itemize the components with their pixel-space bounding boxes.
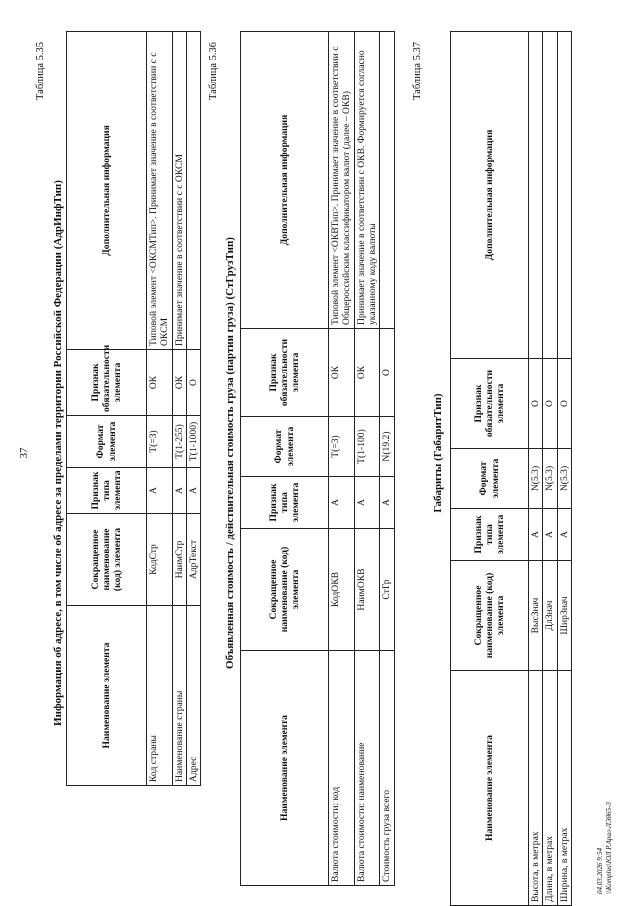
- col-header-name: Наименование элемента: [67, 606, 147, 786]
- col-header-name: Наименование элемента: [241, 651, 329, 886]
- col-header-format: Формат элемента: [451, 449, 529, 509]
- cell-req: ОК: [354, 329, 380, 417]
- cell-short: ШирЗнач: [557, 561, 571, 671]
- cell-name: Валюта стоимости: наименование: [354, 651, 380, 886]
- cell-name: Наименование страны: [172, 606, 186, 786]
- cell-type: А: [354, 477, 380, 529]
- cell-short: СтГр: [380, 529, 394, 651]
- cell-type: А: [147, 468, 173, 514]
- cell-short: АдрТекст: [186, 514, 200, 606]
- cell-short: НаимОКВ: [354, 529, 380, 651]
- stamp-date: 04.03.2026 9:54: [596, 847, 604, 894]
- col-header-req: Признак обязательности элемента: [451, 359, 529, 449]
- cell-req: ОК: [329, 329, 355, 417]
- table-label: Таблица 5.36: [208, 41, 219, 100]
- cell-req: О: [543, 359, 557, 449]
- col-header-type: Признак типа элемента: [451, 509, 529, 561]
- col-header-info: Дополнительная информация: [67, 32, 147, 350]
- cell-type: А: [380, 477, 394, 529]
- table-label: Таблица 5.37: [412, 41, 423, 100]
- table-label: Таблица 5.35: [35, 41, 46, 100]
- cell-name: Код страны: [147, 606, 173, 786]
- cell-format: Т(1-100): [354, 417, 380, 477]
- cell-name: Высота, в метрах: [529, 671, 543, 906]
- cell-req: ОК: [147, 350, 173, 416]
- cell-short: ДлЗнач: [543, 561, 557, 671]
- table-row: [147, 32, 173, 786]
- cell-info: Принимает значение в соответствии с ОКВ. Формируется согласно указанному коду валюты: [354, 32, 380, 329]
- cell-req: О: [380, 329, 394, 417]
- cell-format: Т(=3): [329, 417, 355, 477]
- col-header-req: Признак обязательности элемента: [67, 350, 147, 416]
- table-row: [354, 32, 380, 886]
- cell-type: А: [557, 509, 571, 561]
- table-title: Габариты (ГабаритТип): [432, 393, 444, 513]
- page-number: 37: [18, 447, 30, 459]
- col-header-name: Наименование элемента: [451, 671, 529, 906]
- table-row: [172, 32, 186, 786]
- table-title: Информация об адресе, в том числе об адресе за пределами территории Российской Федерации (АдрИнфТип): [52, 180, 64, 726]
- table-row: [380, 32, 394, 886]
- print-stamp: [596, 802, 614, 894]
- col-header-info: Дополнительная информация: [241, 32, 329, 329]
- col-header-format: Формат элемента: [67, 416, 147, 468]
- col-header-req: Признак обязательности элемента: [241, 329, 329, 417]
- cell-format: N(5.3): [543, 449, 557, 509]
- col-header-short: Сокращенное наименование (код) элемента: [451, 561, 529, 671]
- cell-name: Стоимость груза всего: [380, 651, 394, 886]
- cell-short: ВысЗнач: [529, 561, 543, 671]
- cell-type: А: [529, 509, 543, 561]
- table-row: [529, 32, 543, 906]
- col-header-info: Дополнительная информация: [451, 32, 529, 359]
- cell-info: Типовой элемент <ОКСМТип>. Принимает значение в соответствии с с ОКСМ: [147, 32, 173, 350]
- stamp-path: \\Komplus\ЮЛ Р.Арал-ЛЭ865-3: [605, 802, 614, 894]
- table-title: Объявленная стоимость / действительная стоимость груза (партии груза) (СтГрузТип): [224, 237, 236, 669]
- cell-type: А: [186, 468, 200, 514]
- cell-format: N(19.2): [380, 417, 394, 477]
- cell-format: Т(1-1000): [186, 416, 200, 468]
- cell-format: Т(=3): [147, 416, 173, 468]
- cell-type: А: [172, 468, 186, 514]
- cell-type: А: [329, 477, 355, 529]
- cell-info: [186, 32, 200, 350]
- cell-name: Длина, в метрах: [543, 671, 557, 906]
- cell-info: Принимает значение в соответствии с с ОКСМ: [172, 32, 186, 350]
- cell-short: НаимСтр: [172, 514, 186, 606]
- table-row: [543, 32, 557, 906]
- table-5-37: [450, 31, 572, 906]
- table-5-36: [240, 31, 395, 886]
- cell-info: Типовой элемент <ОКВТип>. Принимает значение в соответствии с Общероссийским классификатором валют (далее – ОКВ): [329, 32, 355, 329]
- cell-name: Валюта стоимости: код: [329, 651, 355, 886]
- cell-info: [529, 32, 543, 359]
- cell-req: О: [186, 350, 200, 416]
- col-header-short: Сокращенное наименование (код) элемента: [67, 514, 147, 606]
- table-row: [557, 32, 571, 906]
- cell-req: О: [529, 359, 543, 449]
- cell-info: [557, 32, 571, 359]
- cell-type: А: [543, 509, 557, 561]
- cell-format: Т(1-255): [172, 416, 186, 468]
- table-5-35: [66, 31, 201, 786]
- col-header-short: Сокращенное наименование (код) элемента: [241, 529, 329, 651]
- cell-info: [380, 32, 394, 329]
- cell-format: N(5.3): [557, 449, 571, 509]
- cell-format: N(5.3): [529, 449, 543, 509]
- cell-req: О: [557, 359, 571, 449]
- cell-info: [543, 32, 557, 359]
- col-header-type: Признак типа элемента: [67, 468, 147, 514]
- col-header-type: Признак типа элемента: [241, 477, 329, 529]
- cell-name: Ширина, в метрах: [557, 671, 571, 906]
- cell-short: КодОКВ: [329, 529, 355, 651]
- cell-name: Адрес: [186, 606, 200, 786]
- table-row: [329, 32, 355, 886]
- col-header-format: Формат элемента: [241, 417, 329, 477]
- table-row: [186, 32, 200, 786]
- cell-short: КодСтр: [147, 514, 173, 606]
- cell-req: ОК: [172, 350, 186, 416]
